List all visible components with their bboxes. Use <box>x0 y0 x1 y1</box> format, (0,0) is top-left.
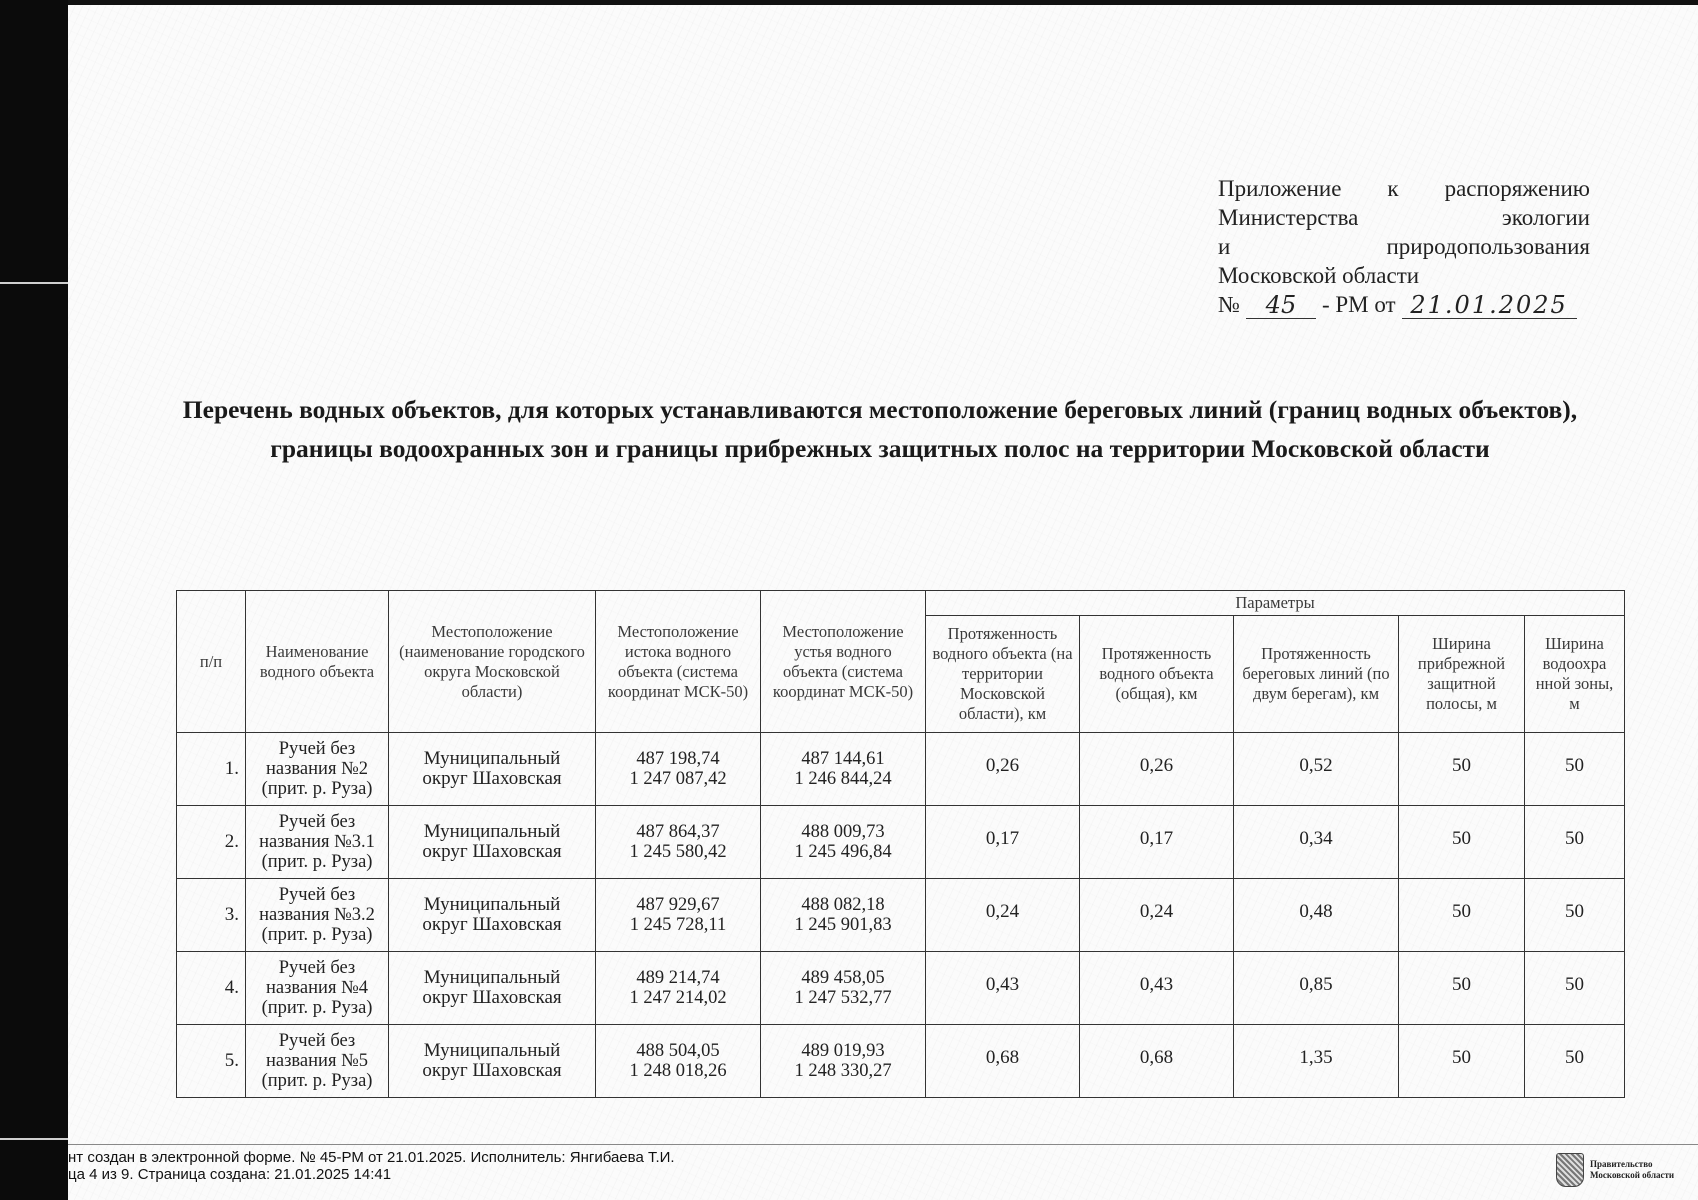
cell-location <box>389 879 596 952</box>
name-line: названия №4 <box>266 978 368 998</box>
water-objects-table <box>176 590 1625 1098</box>
cell-source <box>596 879 761 952</box>
cell-length-total: 0,68 <box>1080 1025 1234 1098</box>
col-header-mouth: Местоположение устья водного объекта (система координат МСК-50) <box>761 591 926 733</box>
footer-line-2: ца 4 из 9. Страница создана: 21.01.2025 14:41 <box>68 1166 392 1183</box>
col-header-shoreline: Протяженность береговых линий (по двум берегам), км <box>1234 616 1399 733</box>
order-type-text: - РМ от <box>1321 292 1396 317</box>
cell-length-total: 0,43 <box>1080 952 1234 1025</box>
document-title: Перечень водных объектов, для которых устанавливаются местоположение береговых линий (границ водных объектов), границы водоохранных зон и границы прибрежных защитных полос на территории Московской области <box>182 395 1578 463</box>
table-row <box>177 733 1625 806</box>
location-line: округ Шаховская <box>422 914 562 935</box>
coord-x: 488 504,05 <box>636 1041 720 1061</box>
government-logo <box>1556 1150 1698 1190</box>
coord-y: 1 248 330,27 <box>794 1061 892 1081</box>
name-line: Ручей без <box>278 958 356 978</box>
cell-strip-width: 50 <box>1399 733 1525 806</box>
name-line: названия №2 <box>266 759 368 779</box>
cell-zone-width: 50 <box>1525 879 1625 952</box>
coord-y: 1 245 580,42 <box>629 842 727 862</box>
coord-x: 487 198,74 <box>636 749 720 769</box>
cell-zone-width: 50 <box>1525 1025 1625 1098</box>
coord-x: 487 864,37 <box>636 822 720 842</box>
location-line: округ Шаховская <box>422 768 562 789</box>
table-row <box>177 879 1625 952</box>
cell-shoreline: 0,52 <box>1234 733 1399 806</box>
appendix-line-2 <box>1218 203 1590 232</box>
coord-x: 487 929,67 <box>636 895 720 915</box>
water-objects-table-wrap <box>176 590 1625 1098</box>
cell-name <box>246 952 389 1025</box>
cell-num: 4. <box>177 952 246 1025</box>
cell-location <box>389 733 596 806</box>
name-line: названия №3.1 <box>259 832 375 852</box>
name-line: (прит. р. Руза) <box>261 1071 373 1091</box>
location-line: Муниципальный <box>423 821 561 842</box>
table-row <box>177 952 1625 1025</box>
location-line: округ Шаховская <box>422 841 562 862</box>
appendix-word: природопользования <box>1386 234 1590 259</box>
name-line: Ручей без <box>278 885 356 905</box>
col-header-num: п/п <box>177 591 246 733</box>
name-line: (прит. р. Руза) <box>261 998 373 1018</box>
logo-line-2: Московской области <box>1590 1170 1675 1180</box>
logo-line-1: Правительство <box>1590 1159 1653 1169</box>
cell-length-region: 0,43 <box>926 952 1080 1025</box>
cell-length-region: 0,24 <box>926 879 1080 952</box>
appendix-word: Министерства <box>1218 205 1359 230</box>
order-date: 21.01.2025 <box>1402 292 1577 319</box>
cell-length-total: 0,17 <box>1080 806 1234 879</box>
coord-x: 488 009,73 <box>801 822 885 842</box>
cell-location <box>389 806 596 879</box>
cell-mouth <box>761 879 926 952</box>
coord-y: 1 245 496,84 <box>794 842 892 862</box>
cell-shoreline: 1,35 <box>1234 1025 1399 1098</box>
name-line: Ручей без <box>278 1031 356 1051</box>
cell-zone-width: 50 <box>1525 733 1625 806</box>
order-reference <box>1218 290 1590 319</box>
cell-source <box>596 1025 761 1098</box>
appendix-word: распоряжению <box>1444 176 1590 201</box>
scan-top-edge <box>0 0 1698 5</box>
cell-strip-width: 50 <box>1399 806 1525 879</box>
cell-location <box>389 1025 596 1098</box>
table-row <box>177 806 1625 879</box>
cell-num: 1. <box>177 733 246 806</box>
cell-mouth <box>761 1025 926 1098</box>
cell-length-region: 0,68 <box>926 1025 1080 1098</box>
table-row <box>177 1025 1625 1098</box>
cell-zone-width: 50 <box>1525 806 1625 879</box>
col-header-location: Местоположение (наименование городского округа Московской области) <box>389 591 596 733</box>
name-line: (прит. р. Руза) <box>261 852 373 872</box>
coord-y: 1 245 728,11 <box>629 915 727 935</box>
cell-num: 2. <box>177 806 246 879</box>
cell-source <box>596 733 761 806</box>
scan-left-edge <box>0 0 68 1200</box>
cell-shoreline: 0,48 <box>1234 879 1399 952</box>
name-line: названия №3.2 <box>259 905 375 925</box>
appendix-line-3 <box>1218 232 1590 261</box>
name-line: названия №5 <box>266 1051 368 1071</box>
cell-location <box>389 952 596 1025</box>
location-line: Муниципальный <box>423 967 561 988</box>
cell-mouth <box>761 733 926 806</box>
name-line: Ручей без <box>278 739 356 759</box>
col-header-strip-width: Ширина прибрежной защитной полосы, м <box>1399 616 1525 733</box>
col-header-zone-width: Ширина водоохра нной зоны, м <box>1525 616 1625 733</box>
coord-y: 1 248 018,26 <box>629 1061 727 1081</box>
coord-x: 489 214,74 <box>636 968 720 988</box>
coord-x: 487 144,61 <box>801 749 885 769</box>
location-line: округ Шаховская <box>422 1060 562 1081</box>
cell-name <box>246 1025 389 1098</box>
location-line: округ Шаховская <box>422 987 562 1008</box>
cell-mouth <box>761 806 926 879</box>
header-group-row <box>177 591 1625 616</box>
cell-shoreline: 0,85 <box>1234 952 1399 1025</box>
coord-x: 489 019,93 <box>801 1041 885 1061</box>
coord-x: 489 458,05 <box>801 968 885 988</box>
appendix-word: Московской области <box>1218 263 1420 288</box>
cell-strip-width: 50 <box>1399 1025 1525 1098</box>
cell-length-region: 0,17 <box>926 806 1080 879</box>
cell-length-total: 0,26 <box>1080 733 1234 806</box>
footer-divider <box>68 1144 1698 1145</box>
footer-line-1: нт создан в электронной форме. № 45-РМ от 21.01.2025. Исполнитель: Янгибаева Т.И. <box>68 1149 675 1166</box>
cell-shoreline: 0,34 <box>1234 806 1399 879</box>
cell-length-region: 0,26 <box>926 733 1080 806</box>
cell-source <box>596 952 761 1025</box>
appendix-word: Приложение <box>1218 176 1342 201</box>
cell-mouth <box>761 952 926 1025</box>
scan-mark <box>0 282 68 284</box>
number-sign: № <box>1218 292 1240 317</box>
logo-label <box>1590 1159 1674 1181</box>
col-header-length-total: Протяженность водного объекта (общая), км <box>1080 616 1234 733</box>
appendix-word: к <box>1387 176 1399 201</box>
name-line: (прит. р. Руза) <box>261 925 373 945</box>
order-number: 45 <box>1246 292 1316 319</box>
appendix-reference <box>1218 174 1590 319</box>
name-line: (прит. р. Руза) <box>261 779 373 799</box>
cell-num: 5. <box>177 1025 246 1098</box>
location-line: Муниципальный <box>423 748 561 769</box>
name-line: Ручей без <box>278 812 356 832</box>
coord-y: 1 246 844,24 <box>794 769 892 789</box>
appendix-line-1 <box>1218 174 1590 203</box>
appendix-word: и <box>1218 234 1231 259</box>
appendix-word: экологии <box>1501 205 1590 230</box>
coord-y: 1 247 214,02 <box>629 988 727 1008</box>
location-line: Муниципальный <box>423 1040 561 1061</box>
col-header-name: Наименование водного объекта <box>246 591 389 733</box>
group-header-parameters: Параметры <box>926 591 1625 616</box>
col-header-length-region: Протяженность водного объекта (на территории Московской области), км <box>926 616 1080 733</box>
coord-y: 1 247 532,77 <box>794 988 892 1008</box>
cell-name <box>246 879 389 952</box>
footer-stamp <box>68 1149 968 1183</box>
col-header-source: Местоположение истока водного объекта (система координат МСК-50) <box>596 591 761 733</box>
cell-source <box>596 806 761 879</box>
scan-mark <box>0 1138 68 1140</box>
cell-zone-width: 50 <box>1525 952 1625 1025</box>
appendix-line-4 <box>1218 261 1590 290</box>
cell-name <box>246 733 389 806</box>
cell-strip-width: 50 <box>1399 952 1525 1025</box>
location-line: Муниципальный <box>423 894 561 915</box>
coord-x: 488 082,18 <box>801 895 885 915</box>
coat-of-arms-icon <box>1556 1153 1584 1187</box>
coord-y: 1 247 087,42 <box>629 769 727 789</box>
cell-strip-width: 50 <box>1399 879 1525 952</box>
cell-name <box>246 806 389 879</box>
cell-length-total: 0,24 <box>1080 879 1234 952</box>
cell-num: 3. <box>177 879 246 952</box>
coord-y: 1 245 901,83 <box>794 915 892 935</box>
